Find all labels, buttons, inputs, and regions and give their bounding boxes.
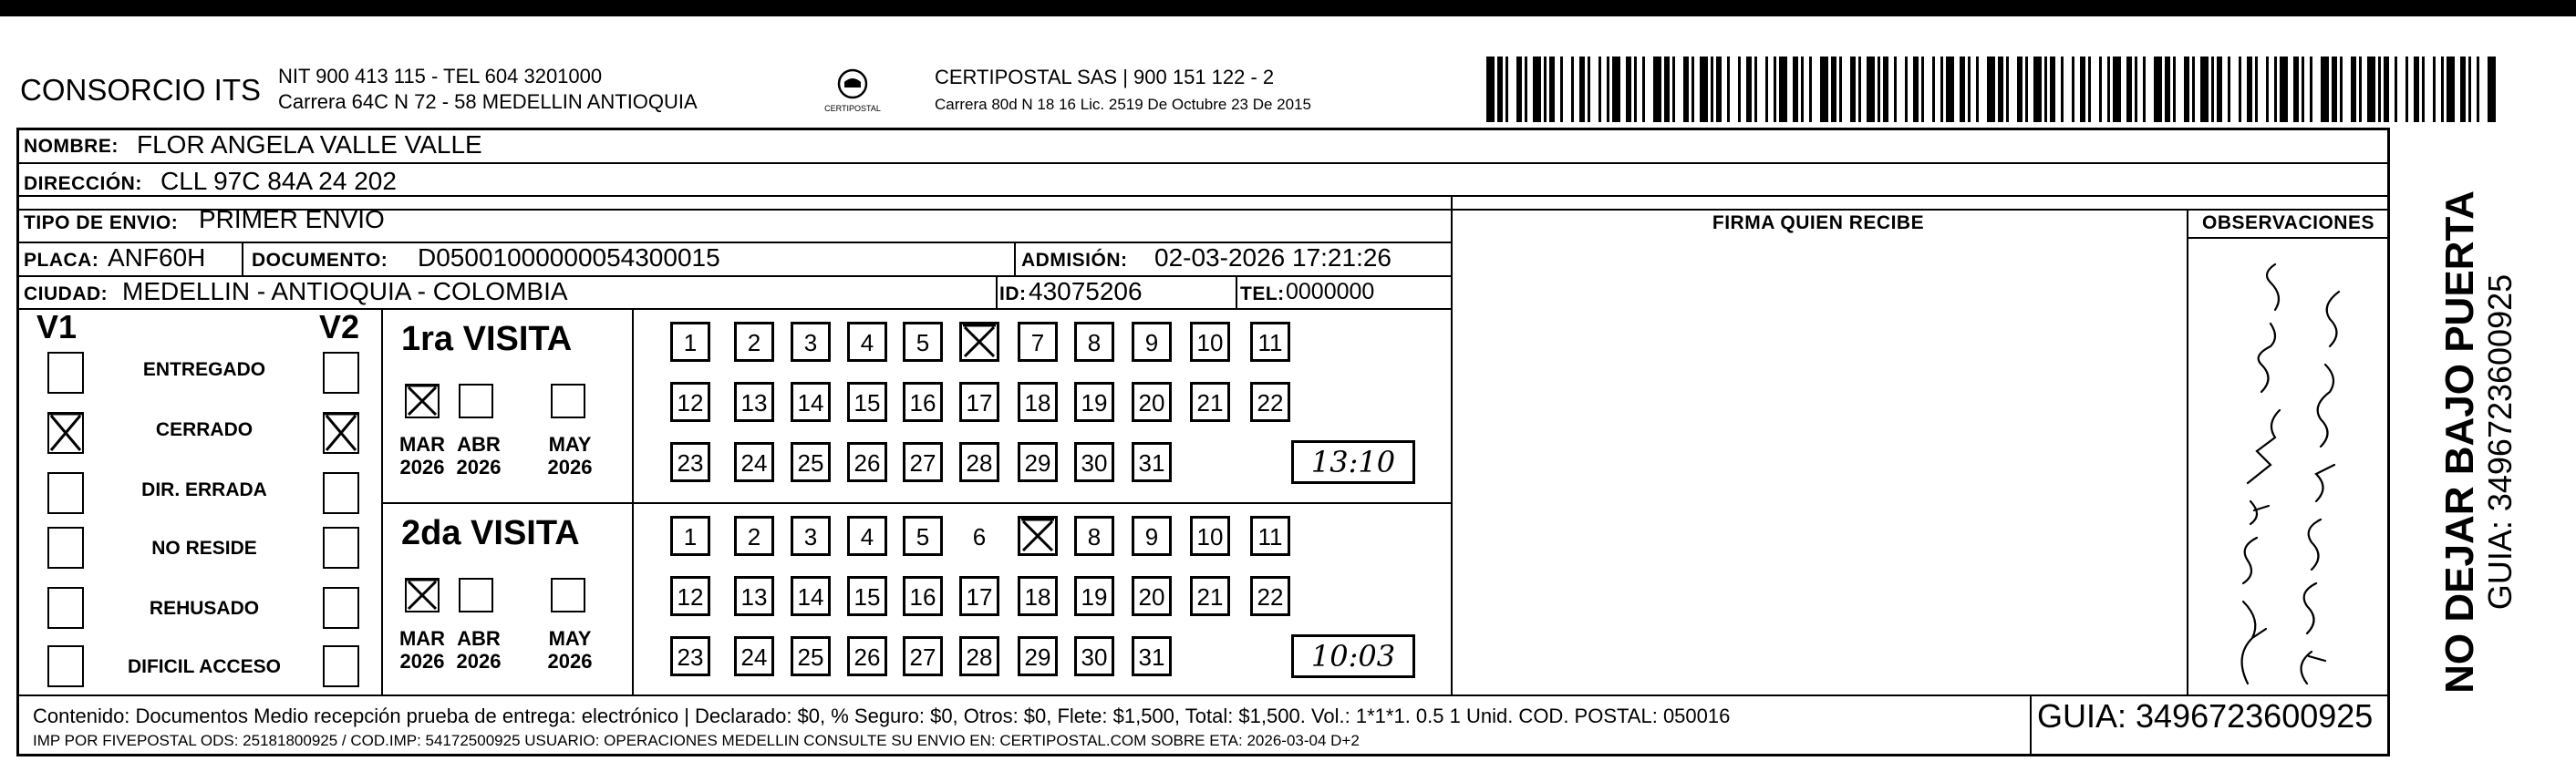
- day-box[interactable]: 18: [1018, 576, 1058, 616]
- barcode-bar: [2044, 57, 2047, 122]
- barcode-bar: [2441, 57, 2444, 122]
- col-divider: [1014, 242, 1016, 275]
- company-name: CONSORCIO ITS: [20, 73, 262, 107]
- barcode-bar: [1987, 57, 1995, 122]
- status-label: REHUSADO: [149, 598, 260, 619]
- v2-checkbox[interactable]: [323, 527, 359, 569]
- barcode-bar: [1940, 57, 1943, 122]
- col-divider: [996, 275, 998, 308]
- day-box[interactable]: 19: [1074, 576, 1114, 616]
- visit-time: 10:03: [1291, 634, 1415, 678]
- day-box[interactable]: 31: [1132, 636, 1172, 676]
- col-divider: [381, 308, 383, 695]
- day-box[interactable]: 12: [670, 382, 710, 422]
- barcode-bar: [1486, 57, 1495, 122]
- barcode-bar: [2266, 57, 2269, 122]
- day-box[interactable]: 2: [734, 322, 774, 362]
- day-box[interactable]: 29: [1018, 442, 1058, 482]
- barcode-bar: [1998, 57, 2003, 122]
- barcode-bar: [1711, 57, 1713, 122]
- v1-checkbox[interactable]: [47, 352, 84, 394]
- handwritten-observations: [2207, 255, 2380, 693]
- v2-checkbox[interactable]: [323, 352, 359, 394]
- barcode-bar: [2192, 57, 2195, 122]
- v1-checkbox[interactable]: [47, 412, 84, 454]
- day-box[interactable]: 20: [1132, 382, 1172, 422]
- col-divider: [632, 308, 634, 695]
- barcode-bar: [2340, 57, 2343, 122]
- day-box[interactable]: 11: [1250, 516, 1290, 556]
- day-box[interactable]: 8: [1074, 322, 1114, 362]
- barcode-bar: [2228, 57, 2230, 122]
- barcode-bar: [2378, 57, 2381, 122]
- month-name: MAR: [398, 433, 446, 456]
- day-box[interactable]: 20: [1132, 576, 1172, 616]
- day-box[interactable]: 25: [791, 636, 831, 676]
- barcode-bar: [1642, 57, 1645, 122]
- month-label: [447, 627, 511, 673]
- barcode-bar: [1598, 57, 1601, 122]
- footer-divider: [16, 695, 2390, 696]
- col-divider: [242, 242, 243, 275]
- day-box[interactable]: 28: [959, 636, 999, 676]
- barcode-bar: [2239, 57, 2241, 122]
- barcode-bar: [2447, 57, 2455, 122]
- row-divider: [16, 162, 2390, 164]
- v2-checkbox[interactable]: [323, 472, 359, 514]
- day-box[interactable]: 5: [903, 516, 943, 556]
- month-label: [538, 433, 602, 478]
- barcode-bar: [2006, 57, 2009, 122]
- day-box[interactable]: 13: [734, 382, 774, 422]
- month-checkbox[interactable]: [405, 578, 440, 612]
- v2-header: V2: [319, 308, 360, 345]
- barcode-bar: [1612, 57, 1620, 122]
- barcode-bar: [1801, 57, 1804, 122]
- barcode-bar: [2099, 57, 2102, 122]
- status-label: CERRADO: [155, 419, 253, 440]
- barcode-bar: [2017, 57, 2023, 122]
- day-box[interactable]: 6: [972, 523, 987, 550]
- footer-contenido: Contenido: Documentos Medio recepción prueba de entrega: electrónico | Declarado: $0, % Seguro: $0, Otros: $0, Flete: $1,500, Total: $1,500. Vol.: 1*1*1. 0.5 1 Unid. COD. POSTAL: 050016: [33, 705, 1731, 727]
- barcode: [1486, 57, 2498, 122]
- barcode-bar: [2025, 57, 2028, 122]
- admision-label: ADMISIÓN:: [1021, 250, 1128, 271]
- barcode-bar: [2477, 57, 2479, 122]
- documento-value: D05001000000054300015: [418, 243, 720, 272]
- barcode-bar: [2359, 57, 2362, 122]
- barcode-bar: [1727, 57, 1730, 122]
- barcode-bar: [1626, 57, 1631, 122]
- barcode-bar: [2405, 57, 2408, 122]
- barcode-bar: [2107, 57, 2110, 122]
- side-guia: GUIA: 3496723600925: [2481, 273, 2519, 611]
- barcode-bar: [1765, 57, 1768, 122]
- barcode-bar: [1672, 57, 1675, 122]
- barcode-bar: [1858, 57, 1861, 122]
- col-divider: [1451, 195, 1453, 695]
- v1-header: V1: [36, 308, 78, 345]
- day-box[interactable]: 1: [670, 516, 710, 556]
- month-name: MAY: [548, 627, 592, 650]
- side-text: [2438, 190, 2519, 694]
- barcode-bar: [1607, 57, 1609, 122]
- side-panel: [2396, 128, 2560, 756]
- day-box[interactable]: 7: [1018, 322, 1058, 362]
- day-box[interactable]: 8: [1074, 516, 1114, 556]
- day-box[interactable]: 1: [670, 322, 710, 362]
- barcode-bar: [1976, 57, 1979, 122]
- v2-checkbox[interactable]: [323, 645, 359, 687]
- barcode-bar: [1774, 57, 1776, 122]
- tel-value: 0000000: [1286, 279, 1375, 304]
- address-line: Carrera 64C N 72 - 58 MEDELLIN ANTIOQUIA: [278, 90, 698, 113]
- nombre-value: FLOR ANGELA VALLE VALLE: [137, 130, 482, 159]
- obs-divider: [2187, 237, 2390, 239]
- day-box[interactable]: 30: [1074, 636, 1114, 676]
- direccion-label: DIRECCIÓN:: [24, 173, 142, 194]
- footer-imp: IMP POR FIVEPOSTAL ODS: 25181800925 / COD.IMP: 54172500925 USUARIO: OPERACIONES MEDELLIN CONSULTE SU ENVIO EN: CERTIPOSTAL.COM SOBRE ETA: 2026-03-04 D+2: [33, 732, 1360, 749]
- barcode-bar: [2184, 57, 2189, 122]
- id-value: 43075206: [1029, 277, 1143, 305]
- day-box[interactable]: 14: [791, 576, 831, 616]
- barcode-bar: [2384, 57, 2389, 122]
- barcode-bar: [2247, 57, 2252, 122]
- v2-checkbox[interactable]: [323, 587, 359, 629]
- status-label: ENTREGADO: [142, 359, 266, 380]
- day-box[interactable]: 5: [903, 322, 943, 362]
- day-box[interactable]: 25: [791, 442, 831, 482]
- tipo-envio-label: TIPO DE ENVIO:: [24, 212, 179, 233]
- day-box[interactable]: 24: [734, 636, 774, 676]
- barcode-bar: [2293, 57, 2299, 122]
- barcode-bar: [2165, 57, 2170, 122]
- day-box[interactable]: 16: [903, 576, 943, 616]
- barcode-bar: [1867, 57, 1875, 122]
- direccion-value: CLL 97C 84A 24 202: [160, 167, 397, 195]
- status-label: DIFICIL ACCESO: [127, 656, 281, 677]
- v1-checkbox[interactable]: [47, 472, 84, 514]
- handwriting-strokes: [2242, 264, 2339, 684]
- day-box[interactable]: 27: [903, 442, 943, 482]
- barcode-bar: [2173, 57, 2176, 122]
- day-box[interactable]: 30: [1074, 442, 1114, 482]
- barcode-bar: [1932, 57, 1935, 122]
- barcode-bar: [1549, 57, 1555, 122]
- month-label: [390, 627, 454, 673]
- barcode-bar: [1505, 57, 1508, 122]
- day-box[interactable]: 28: [959, 442, 999, 482]
- status-label: DIR. ERRADA: [141, 479, 267, 500]
- barcode-bar: [1968, 57, 1971, 122]
- barcode-bar: [2367, 57, 2375, 122]
- month-label: [538, 627, 602, 673]
- day-box[interactable]: 21: [1190, 382, 1230, 422]
- barcode-bar: [2033, 57, 2042, 122]
- month-label: [390, 433, 454, 478]
- barcode-bar: [1738, 57, 1741, 122]
- month-name: MAR: [398, 627, 446, 650]
- status-label: NO RESIDE: [151, 538, 257, 559]
- col-divider: [2030, 695, 2032, 756]
- barcode-bar: [2061, 57, 2064, 122]
- barcode-bar: [2135, 57, 2137, 122]
- day-box[interactable]: [1018, 516, 1058, 556]
- day-box[interactable]: 3: [791, 516, 831, 556]
- footer-guia: GUIA: 3496723600925: [2037, 697, 2374, 735]
- barcode-bar: [1653, 57, 1661, 122]
- month-checkbox[interactable]: [405, 384, 440, 418]
- barcode-bar: [1746, 57, 1752, 122]
- v1-checkbox[interactable]: [47, 587, 84, 629]
- barcode-bar: [2310, 57, 2312, 122]
- nit-line: NIT 900 413 115 - TEL 604 3201000: [278, 65, 603, 87]
- barcode-bar: [1878, 57, 1880, 122]
- barcode-bar: [2332, 57, 2337, 122]
- day-box[interactable]: 17: [959, 382, 999, 422]
- barcode-bar: [2154, 57, 2162, 122]
- day-box[interactable]: 22: [1250, 576, 1290, 616]
- barcode-bar: [1921, 57, 1924, 122]
- certipostal-line: CERTIPOSTAL SAS | 900 151 122 - 2: [935, 66, 1275, 88]
- barcode-bar: [2050, 57, 2055, 122]
- month-checkbox[interactable]: [459, 384, 493, 418]
- certipostal-sub: Carrera 80d N 18 16 Lic. 2519 De Octubre 23 De 2015: [935, 96, 1311, 113]
- row-divider: [16, 308, 1451, 310]
- day-box[interactable]: 16: [903, 382, 943, 422]
- barcode-bar: [2414, 57, 2419, 122]
- day-box[interactable]: 4: [847, 322, 887, 362]
- barcode-bar: [2468, 57, 2471, 122]
- admision-value: 02-03-2026 17:21:26: [1154, 243, 1391, 272]
- day-box[interactable]: 26: [847, 442, 887, 482]
- day-box[interactable]: 18: [1018, 382, 1058, 422]
- day-box[interactable]: 23: [670, 442, 710, 482]
- month-checkbox[interactable]: [459, 578, 493, 612]
- observaciones-header: OBSERVACIONES: [2202, 212, 2374, 233]
- month-year: 2026: [456, 456, 502, 478]
- row-divider: [1451, 209, 2390, 211]
- top-black-bar: [0, 0, 2576, 16]
- month-name: ABR: [457, 627, 501, 650]
- v1-checkbox[interactable]: [47, 527, 84, 569]
- barcode-bar: [1525, 57, 1527, 122]
- barcode-bar: [2143, 57, 2146, 122]
- barcode-bar: [1960, 57, 1965, 122]
- month-year: 2026: [547, 456, 593, 478]
- visit-divider: [381, 502, 1451, 504]
- month-checkbox[interactable]: [551, 578, 585, 612]
- visit-title: 1ra VISITA: [401, 320, 573, 358]
- barcode-bar: [1831, 57, 1836, 122]
- day-box[interactable]: 13: [734, 576, 774, 616]
- month-checkbox[interactable]: [551, 384, 585, 418]
- barcode-bar: [1839, 57, 1842, 122]
- day-box[interactable]: 10: [1190, 322, 1230, 362]
- barcode-bar: [1905, 57, 1908, 122]
- barcode-bar: [1544, 57, 1547, 122]
- firma-header: FIRMA QUIEN RECIBE: [1712, 212, 1925, 233]
- barcode-bar: [2321, 57, 2329, 122]
- col-divider: [2187, 209, 2188, 695]
- barcode-bar: [1779, 57, 1787, 122]
- day-box[interactable]: 19: [1074, 382, 1114, 422]
- barcode-bar: [2302, 57, 2304, 122]
- v1-checkbox[interactable]: [47, 645, 84, 687]
- barcode-bar: [1913, 57, 1919, 122]
- day-box[interactable]: 27: [903, 636, 943, 676]
- day-box[interactable]: 10: [1190, 516, 1230, 556]
- barcode-bar: [2422, 57, 2425, 122]
- barcode-bar: [2113, 57, 2121, 122]
- day-box[interactable]: 3: [791, 322, 831, 362]
- visit-time: 13:10: [1291, 440, 1415, 484]
- barcode-bar: [1700, 57, 1708, 122]
- day-box[interactable]: 31: [1132, 442, 1172, 482]
- col-divider: [1236, 275, 1237, 308]
- barcode-bar: [2460, 57, 2466, 122]
- documento-label: DOCUMENTO:: [252, 250, 388, 271]
- certipostal-logo: [812, 66, 894, 117]
- day-box[interactable]: 2: [734, 516, 774, 556]
- barcode-bar: [1634, 57, 1637, 122]
- barcode-bar: [2395, 57, 2397, 122]
- barcode-bar: [2488, 57, 2496, 122]
- barcode-bar: [1560, 57, 1563, 122]
- placa-value: ANF60H: [108, 243, 206, 272]
- barcode-bar: [2088, 57, 2091, 122]
- day-box[interactable]: 21: [1190, 576, 1230, 616]
- month-label: [447, 433, 511, 478]
- month-year: 2026: [547, 650, 593, 673]
- barcode-bar: [1946, 57, 1954, 122]
- tipo-envio-value: PRIMER ENVIO: [199, 205, 385, 233]
- barcode-bar: [1664, 57, 1670, 122]
- day-box[interactable]: 12: [670, 576, 710, 616]
- barcode-bar: [2072, 57, 2074, 122]
- day-box[interactable]: 24: [734, 442, 774, 482]
- visit-title: 2da VISITA: [401, 514, 580, 552]
- day-box[interactable]: 23: [670, 636, 710, 676]
- day-box[interactable]: 22: [1250, 382, 1290, 422]
- barcode-bar: [2255, 57, 2258, 122]
- month-year: 2026: [399, 456, 445, 478]
- barcode-bar: [2217, 57, 2222, 122]
- barcode-bar: [2351, 57, 2356, 122]
- barcode-bar: [2126, 57, 2132, 122]
- barcode-bar: [1894, 57, 1897, 122]
- barcode-bar: [1793, 57, 1798, 122]
- barcode-bar: [2080, 57, 2085, 122]
- barcode-bar: [1883, 57, 1888, 122]
- barcode-bar: [1588, 57, 1590, 122]
- ciudad-value: MEDELLIN - ANTIOQUIA - COLOMBIA: [122, 277, 568, 305]
- placa-label: PLACA:: [24, 250, 99, 271]
- month-year: 2026: [399, 650, 445, 673]
- barcode-bar: [1516, 57, 1522, 122]
- barcode-bar: [1579, 57, 1585, 122]
- barcode-bar: [1683, 57, 1689, 122]
- day-box[interactable]: 29: [1018, 636, 1058, 676]
- month-year: 2026: [456, 650, 502, 673]
- barcode-bar: [2211, 57, 2214, 122]
- barcode-bar: [2200, 57, 2209, 122]
- day-box[interactable]: 14: [791, 382, 831, 422]
- v2-checkbox[interactable]: [323, 412, 359, 454]
- day-box[interactable]: [959, 322, 999, 362]
- barcode-bar: [1809, 57, 1812, 122]
- logo-text: CERTIPOSTAL: [824, 104, 881, 113]
- no-dejar-bajo-puerta: NO DEJAR BAJO PUERTA: [2437, 190, 2482, 694]
- company-info: [278, 64, 698, 115]
- ciudad-label: CIUDAD:: [24, 283, 109, 304]
- barcode-bar: [2274, 57, 2277, 122]
- id-label: ID:: [999, 283, 1027, 304]
- month-name: ABR: [457, 433, 501, 456]
- barcode-bar: [1533, 57, 1541, 122]
- day-box[interactable]: 4: [847, 516, 887, 556]
- day-box[interactable]: 26: [847, 636, 887, 676]
- barcode-bar: [1716, 57, 1722, 122]
- barcode-bar: [1850, 57, 1856, 122]
- day-box[interactable]: 9: [1132, 516, 1172, 556]
- barcode-bar: [1497, 57, 1503, 122]
- barcode-bar: [1571, 57, 1574, 122]
- barcode-bar: [1820, 57, 1828, 122]
- day-box[interactable]: 9: [1132, 322, 1172, 362]
- certipostal-info: [935, 64, 1311, 118]
- barcode-bar: [2280, 57, 2288, 122]
- day-box[interactable]: 15: [847, 576, 887, 616]
- day-box[interactable]: 17: [959, 576, 999, 616]
- nombre-label: NOMBRE:: [24, 136, 119, 157]
- barcode-bar: [2433, 57, 2436, 122]
- month-name: MAY: [548, 433, 592, 456]
- tel-label: TEL:: [1240, 283, 1285, 304]
- barcode-bar: [1754, 57, 1757, 122]
- barcode-bar: [1691, 57, 1694, 122]
- day-box[interactable]: 15: [847, 382, 887, 422]
- day-box[interactable]: 11: [1250, 322, 1290, 362]
